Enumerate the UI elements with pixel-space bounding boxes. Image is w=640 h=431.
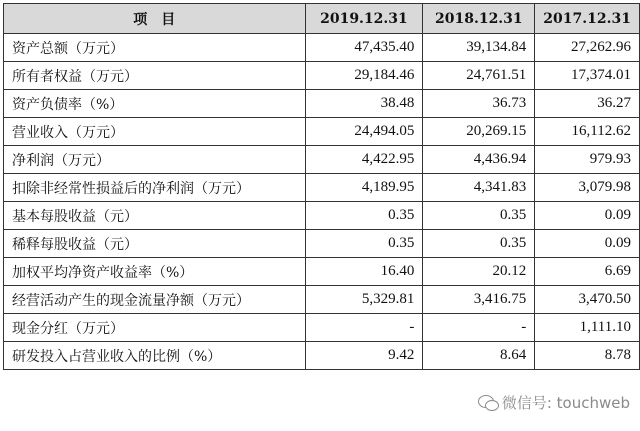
header-2018: 2018.12.31 <box>423 4 535 34</box>
row-value: 39,134.84 <box>423 34 535 62</box>
wechat-icon <box>478 395 498 411</box>
table-row <box>4 90 640 118</box>
table-row <box>4 174 640 202</box>
row-value: 0.09 <box>535 202 640 230</box>
table-row <box>4 230 640 258</box>
table-row <box>4 314 640 342</box>
row-value: 38.48 <box>305 90 423 118</box>
table-row <box>4 258 640 286</box>
row-value: 0.35 <box>423 202 535 230</box>
row-value: 24,761.51 <box>423 62 535 90</box>
row-value: 20,269.15 <box>423 118 535 146</box>
table-row <box>4 342 640 370</box>
row-value: 16,112.62 <box>535 118 640 146</box>
header-item: 项 目 <box>4 4 306 34</box>
row-value: 1,111.10 <box>535 314 640 342</box>
row-value: 0.09 <box>535 230 640 258</box>
row-value: 8.78 <box>535 342 640 370</box>
row-label: 资产负债率（%） <box>4 90 306 118</box>
row-value: 4,436.94 <box>423 146 535 174</box>
table-row <box>4 62 640 90</box>
row-value: 17,374.01 <box>535 62 640 90</box>
row-value: 36.27 <box>535 90 640 118</box>
row-value: 27,262.96 <box>535 34 640 62</box>
financial-table <box>3 3 640 370</box>
row-label: 基本每股收益（元） <box>4 202 306 230</box>
row-value: 47,435.40 <box>305 34 423 62</box>
header-2019: 2019.12.31 <box>305 4 423 34</box>
row-value: 6.69 <box>535 258 640 286</box>
financial-table-container <box>3 3 640 370</box>
row-value: 3,079.98 <box>535 174 640 202</box>
table-row <box>4 34 640 62</box>
row-value: 4,341.83 <box>423 174 535 202</box>
row-value: - <box>305 314 423 342</box>
row-label: 资产总额（万元） <box>4 34 306 62</box>
row-label: 现金分红（万元） <box>4 314 306 342</box>
row-value: 16.40 <box>305 258 423 286</box>
row-label: 研发投入占营业收入的比例（%） <box>4 342 306 370</box>
row-value: 5,329.81 <box>305 286 423 314</box>
row-label: 扣除非经常性损益后的净利润（万元） <box>4 174 306 202</box>
row-value: 0.35 <box>305 202 423 230</box>
table-header-row <box>4 4 640 34</box>
row-value: 0.35 <box>305 230 423 258</box>
table-row <box>4 118 640 146</box>
row-value: 36.73 <box>423 90 535 118</box>
row-value: 9.42 <box>305 342 423 370</box>
row-value: - <box>423 314 535 342</box>
row-label: 经营活动产生的现金流量净额（万元） <box>4 286 306 314</box>
watermark-text: 微信号: touchweb <box>501 394 630 412</box>
row-value: 4,189.95 <box>305 174 423 202</box>
table-row <box>4 202 640 230</box>
row-label: 所有者权益（万元） <box>4 62 306 90</box>
row-value: 979.93 <box>535 146 640 174</box>
row-value: 3,416.75 <box>423 286 535 314</box>
table-row <box>4 286 640 314</box>
row-value: 3,470.50 <box>535 286 640 314</box>
wechat-watermark <box>478 392 630 413</box>
table-row <box>4 146 640 174</box>
row-value: 29,184.46 <box>305 62 423 90</box>
row-value: 24,494.05 <box>305 118 423 146</box>
row-value: 8.64 <box>423 342 535 370</box>
row-label: 净利润（万元） <box>4 146 306 174</box>
row-value: 4,422.95 <box>305 146 423 174</box>
row-label: 加权平均净资产收益率（%） <box>4 258 306 286</box>
row-label: 稀释每股收益（元） <box>4 230 306 258</box>
row-value: 20.12 <box>423 258 535 286</box>
header-2017: 2017.12.31 <box>535 4 640 34</box>
row-label: 营业收入（万元） <box>4 118 306 146</box>
row-value: 0.35 <box>423 230 535 258</box>
